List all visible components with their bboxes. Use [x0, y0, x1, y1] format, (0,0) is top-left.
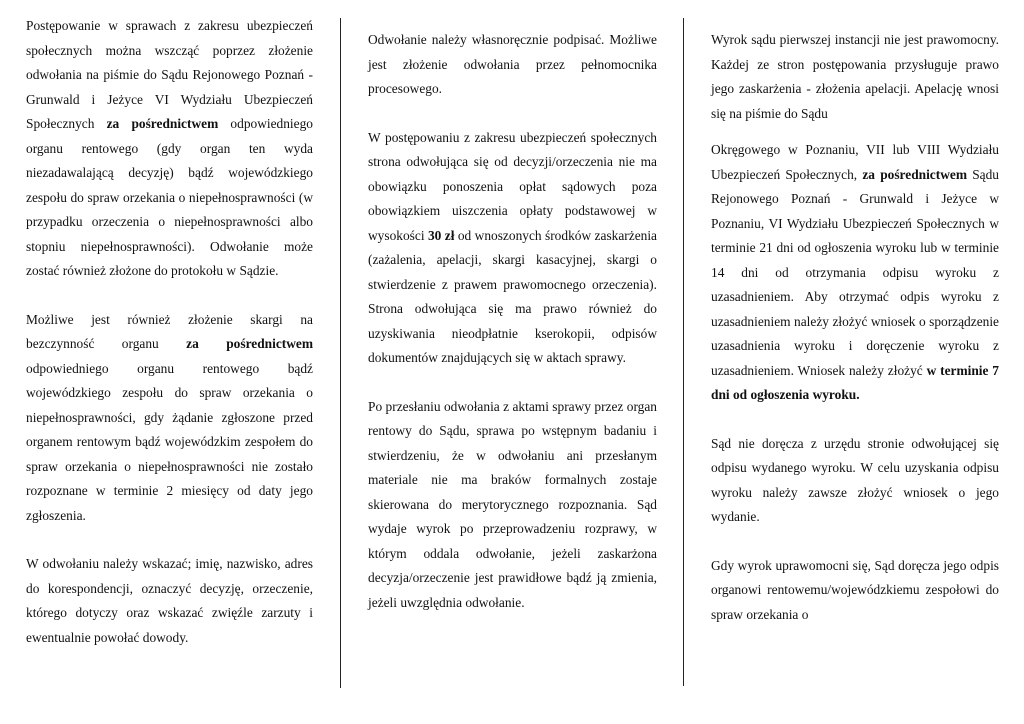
- column-divider: [683, 18, 684, 686]
- bold-text: w terminie 7 dni od ogłoszenia wyroku.: [711, 362, 999, 402]
- paragraph-final-verdict: Gdy wyrok uprawomocni się, Sąd doręcza jego odpis organowi rentowemu/wojewódzkiemu zespołowi do spraw orzekania o: [711, 557, 999, 622]
- bold-text: za pośrednictwem: [862, 166, 967, 182]
- paragraph-verdict-copy: Sąd nie doręcza z urzędu stronie odwołującej się odpisu wydanego wyroku. W celu uzyskania odpisu wyroku należy zawsze złożyć wniosek o jego wydanie.: [711, 435, 999, 524]
- text: Postępowanie w sprawach z zakresu ubezpieczeń społecznych można wszcząć poprzez złożenie odwołania na piśmie do Sądu Rejonowego Poznań - Grunwald i Jeżyce VI Wydziału Ubezpieczeń Społecznych: [26, 18, 313, 131]
- paragraph-appeal-filing: [26, 14, 313, 284]
- paragraph-inaction-complaint: [26, 308, 313, 529]
- paragraph-signature: Odwołanie należy własnoręcznie podpisać. Możliwe jest złożenie odwołania przez pełnomocnika procesowego.: [368, 32, 657, 96]
- column-3: [711, 28, 999, 651]
- text: Możliwe jest również złożenie skargi na bezczynność organu: [26, 311, 313, 351]
- paragraph-court-fees: [368, 126, 657, 371]
- text: odpowiedniego organu rentowego (gdy organ ten wyda niezadawalającą decyzję) bądź wojewódzkiego zespołu do spraw orzekania o niepełnosprawności (w przypadku orzeczenia o niepełnosprawności albo stopniu niepełnosprawności). Odwołanie może zostać również złożone do protokołu w Sądzie.: [26, 116, 313, 278]
- column-2: [368, 28, 657, 639]
- column-1: [26, 14, 313, 674]
- bold-text: za pośrednictwem: [106, 116, 219, 131]
- paragraph-procedure: Po przesłaniu odwołania z aktami sprawy przez organ rentowy do Sądu, sprawa po wstępnym badaniu i stwierdzeniu, że w odwołaniu ani przesłanym materiale nie ma braków formalnych zostaje skierowana do merytorycznego rozpoznania. Sąd wydaje wyrok po przeprowadzeniu rozprawy, w którym oddala odwołanie, jeżeli zaskarżona decyzja/orzeczenie jest prawidłowe bądź ją zmienia, jeżeli uwzględnia odwołanie.: [368, 398, 657, 610]
- paragraph-appeal-deadline: [711, 138, 999, 408]
- paragraph-appeal-contents: W odwołaniu należy wskazać; imię, nazwisko, adres do korespondencji, oznaczyć decyzję, orzeczenie, którego dotyczy oraz wskazać zwięźle zarzuty i ewentualnie powołać dowody.: [26, 556, 313, 645]
- text: Sądu Rejonowego Poznań - Grunwald i Jeżyce w Poznaniu, VI Wydziału Ubezpieczeń Społecznych w terminie 21 dni od ogłoszenia wyroku lub w terminie 14 dni od otrzymania odpisu wyroku z uzasadnieniem. Aby otrzymać odpis wyroku z uzasadnieniem należy złożyć wniosek o sporządzenie uzasadnienia wyroku i doręczenie wyroku z uzasadnieniem. Wniosek należy złożyć: [711, 166, 999, 378]
- text: Okręgowego w Poznaniu, VII lub VIII Wydziału Ubezpieczeń Społecznych,: [711, 142, 999, 182]
- text: od wnoszonych środków zaskarżenia (zażalenia, apelacji, skargi kasacyjnej, skargi o stwierdzenie z prawem prawomocnego orzeczenia). Strona odwołująca się ma prawo również do uzyskiwania nieodpłatnie kserokopii, odpisów dokumentów znajdujących się w aktach sprawy.: [368, 227, 657, 365]
- paragraph-verdict: Wyrok sądu pierwszej instancji nie jest prawomocny. Każdej ze stron postępowania przysługuje prawo jego zaskarżenia - złożenia apelacji. Apelację wnosi się na piśmie do Sądu: [711, 32, 999, 121]
- text: W postępowaniu z zakresu ubezpieczeń społecznych strona odwołująca się od decyzji/orzeczenia nie ma obowiązku ponoszenia opłat sądowych poza obowiązkiem uiszczenia opłaty podstawowej w wysokości: [368, 129, 657, 243]
- text: odpowiedniego organu rentowego bądź wojewódzkiego zespołu do spraw orzekania o niepełnosprawności, gdy żądanie zgłoszone przed organem rentowym bądź wojewódzkim zespołem do spraw orzekania o niepełnosprawności nie zostało rozpoznane w terminie 2 miesięcy od daty jego zgłoszenia.: [26, 360, 313, 523]
- bold-text: za pośrednictwem: [186, 336, 313, 351]
- column-divider: [340, 18, 341, 688]
- bold-text: 30 zł: [427, 227, 455, 243]
